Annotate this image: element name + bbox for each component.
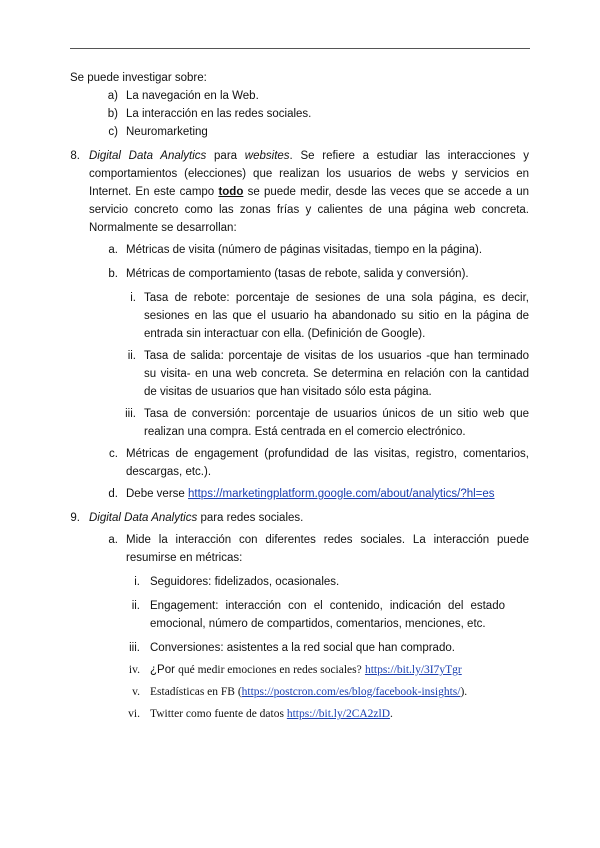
list-marker: c) xyxy=(108,126,118,138)
list-item: La interacción en las redes sociales. xyxy=(126,108,312,120)
list-marker: b. xyxy=(108,268,118,280)
text-span: ). xyxy=(460,686,468,698)
list-marker: b) xyxy=(107,108,118,120)
text-span: Debe verse xyxy=(126,488,185,500)
section-8-number: 8. xyxy=(70,150,80,162)
list-item xyxy=(150,684,467,702)
emphasis-todo: todo xyxy=(218,186,244,198)
section-9-number: 9. xyxy=(70,512,80,524)
text-span: Twitter como fuente de datos xyxy=(150,708,284,720)
paragraph-line: comportamientos (elecciones) que realizan los usuarios de webs y servicios en xyxy=(89,168,529,180)
paragraph-line xyxy=(89,184,529,202)
paragraph-line: Normalmente se desarrollan: xyxy=(89,222,237,234)
text-span: ¿Por xyxy=(150,664,175,676)
list-item xyxy=(150,706,393,724)
list-marker: i. xyxy=(130,292,136,304)
title-websites: websites xyxy=(244,150,290,162)
list-item: Neuromarketing xyxy=(126,126,208,138)
list-marker: a) xyxy=(107,90,118,102)
list-item: emocional, número de compartidos, comentarios, menciones, etc. xyxy=(150,618,486,630)
list-item: Métricas de engagement (profundidad de las visitas, registro, comentarios, xyxy=(126,448,529,460)
title-para: para xyxy=(214,150,238,162)
list-item: de visitas de usuarios que han visitado sólo esta página. xyxy=(144,386,432,398)
paragraph-line: servicio concreto como las zonas frías y calientes de una página web concreta. xyxy=(89,204,529,216)
list-marker: a. xyxy=(108,244,118,256)
list-item: Tasa de rebote: porcentaje de sesiones de una sola página, es decir, xyxy=(144,292,529,304)
list-item: Tasa de salida: porcentaje de visitas de los usuarios -que han terminado xyxy=(144,350,529,362)
list-item: Tasa de conversión: porcentaje de usuarios únicos de un sitio web que xyxy=(144,408,529,420)
list-item: Conversiones: asistentes a la red social que han comprado. xyxy=(150,642,455,654)
analytics-link[interactable]: https://marketingplatform.google.com/about/analytics/?hl=es xyxy=(188,488,495,500)
text-span: Internet. En este campo xyxy=(89,186,215,198)
list-item: su visita- en una web concreta. Se determina en relación con la cantidad xyxy=(144,368,529,380)
list-marker: iv. xyxy=(128,664,140,676)
list-item: sesiones en las que el usuario ha abandonado su sitio en la página de xyxy=(144,310,529,322)
list-item xyxy=(150,662,462,680)
header-rule xyxy=(70,48,530,49)
intro-text: Se puede investigar sobre: xyxy=(70,72,207,84)
list-item: Engagement: interacción con el contenido, indicación del estado xyxy=(150,600,505,612)
list-item: La navegación en la Web. xyxy=(126,90,259,102)
text-span: qué medir emociones en redes sociales? xyxy=(178,664,362,676)
title-italic: Digital Data Analytics xyxy=(89,512,198,524)
text-span: . xyxy=(390,708,393,720)
emotions-link[interactable]: https://bit.ly/3I7yTgr xyxy=(364,664,462,676)
list-item: Métricas de visita (número de páginas visitadas, tiempo en la página). xyxy=(126,244,483,256)
list-marker: iii. xyxy=(125,408,136,420)
list-item: Mide la interacción con diferentes redes sociales. La interacción puede xyxy=(126,534,529,546)
title-rest: para redes sociales. xyxy=(200,512,304,524)
list-marker: iii. xyxy=(129,642,140,654)
list-marker: d. xyxy=(108,488,118,500)
list-item: Seguidores: fidelizados, ocasionales. xyxy=(150,576,340,588)
text-span: se puede medir, desde las veces que se accede a un xyxy=(247,186,529,198)
list-marker: a. xyxy=(108,534,118,546)
list-marker: v. xyxy=(132,686,140,698)
list-item: Métricas de comportamiento (tasas de rebote, salida y conversión). xyxy=(126,268,469,280)
section-8-title xyxy=(89,148,529,166)
facebook-insights-link[interactable]: https://postcron.com/es/blog/facebook-insights/ xyxy=(241,686,461,698)
list-marker: i. xyxy=(134,576,140,588)
title-rest: . Se refiere a estudiar las interacciones y xyxy=(289,150,529,162)
title-italic: Digital Data Analytics xyxy=(89,150,207,162)
list-marker: c. xyxy=(109,448,118,460)
list-marker: ii. xyxy=(131,600,140,612)
list-item: resumirse en métricas: xyxy=(126,552,243,564)
list-item xyxy=(126,486,495,504)
list-marker: vi. xyxy=(128,708,140,720)
list-item: realizan una compra. Está centrada en el comercio electrónico. xyxy=(144,426,466,438)
list-marker: ii. xyxy=(127,350,136,362)
twitter-data-link[interactable]: https://bit.ly/2CA2zlD xyxy=(286,708,391,720)
list-item: entrada sin interactuar con ella. (Definición de Google). xyxy=(144,328,426,340)
section-9-title xyxy=(89,510,303,528)
list-item: descargas, etc.). xyxy=(126,466,212,478)
text-span: Estadísticas en FB ( xyxy=(150,686,242,698)
